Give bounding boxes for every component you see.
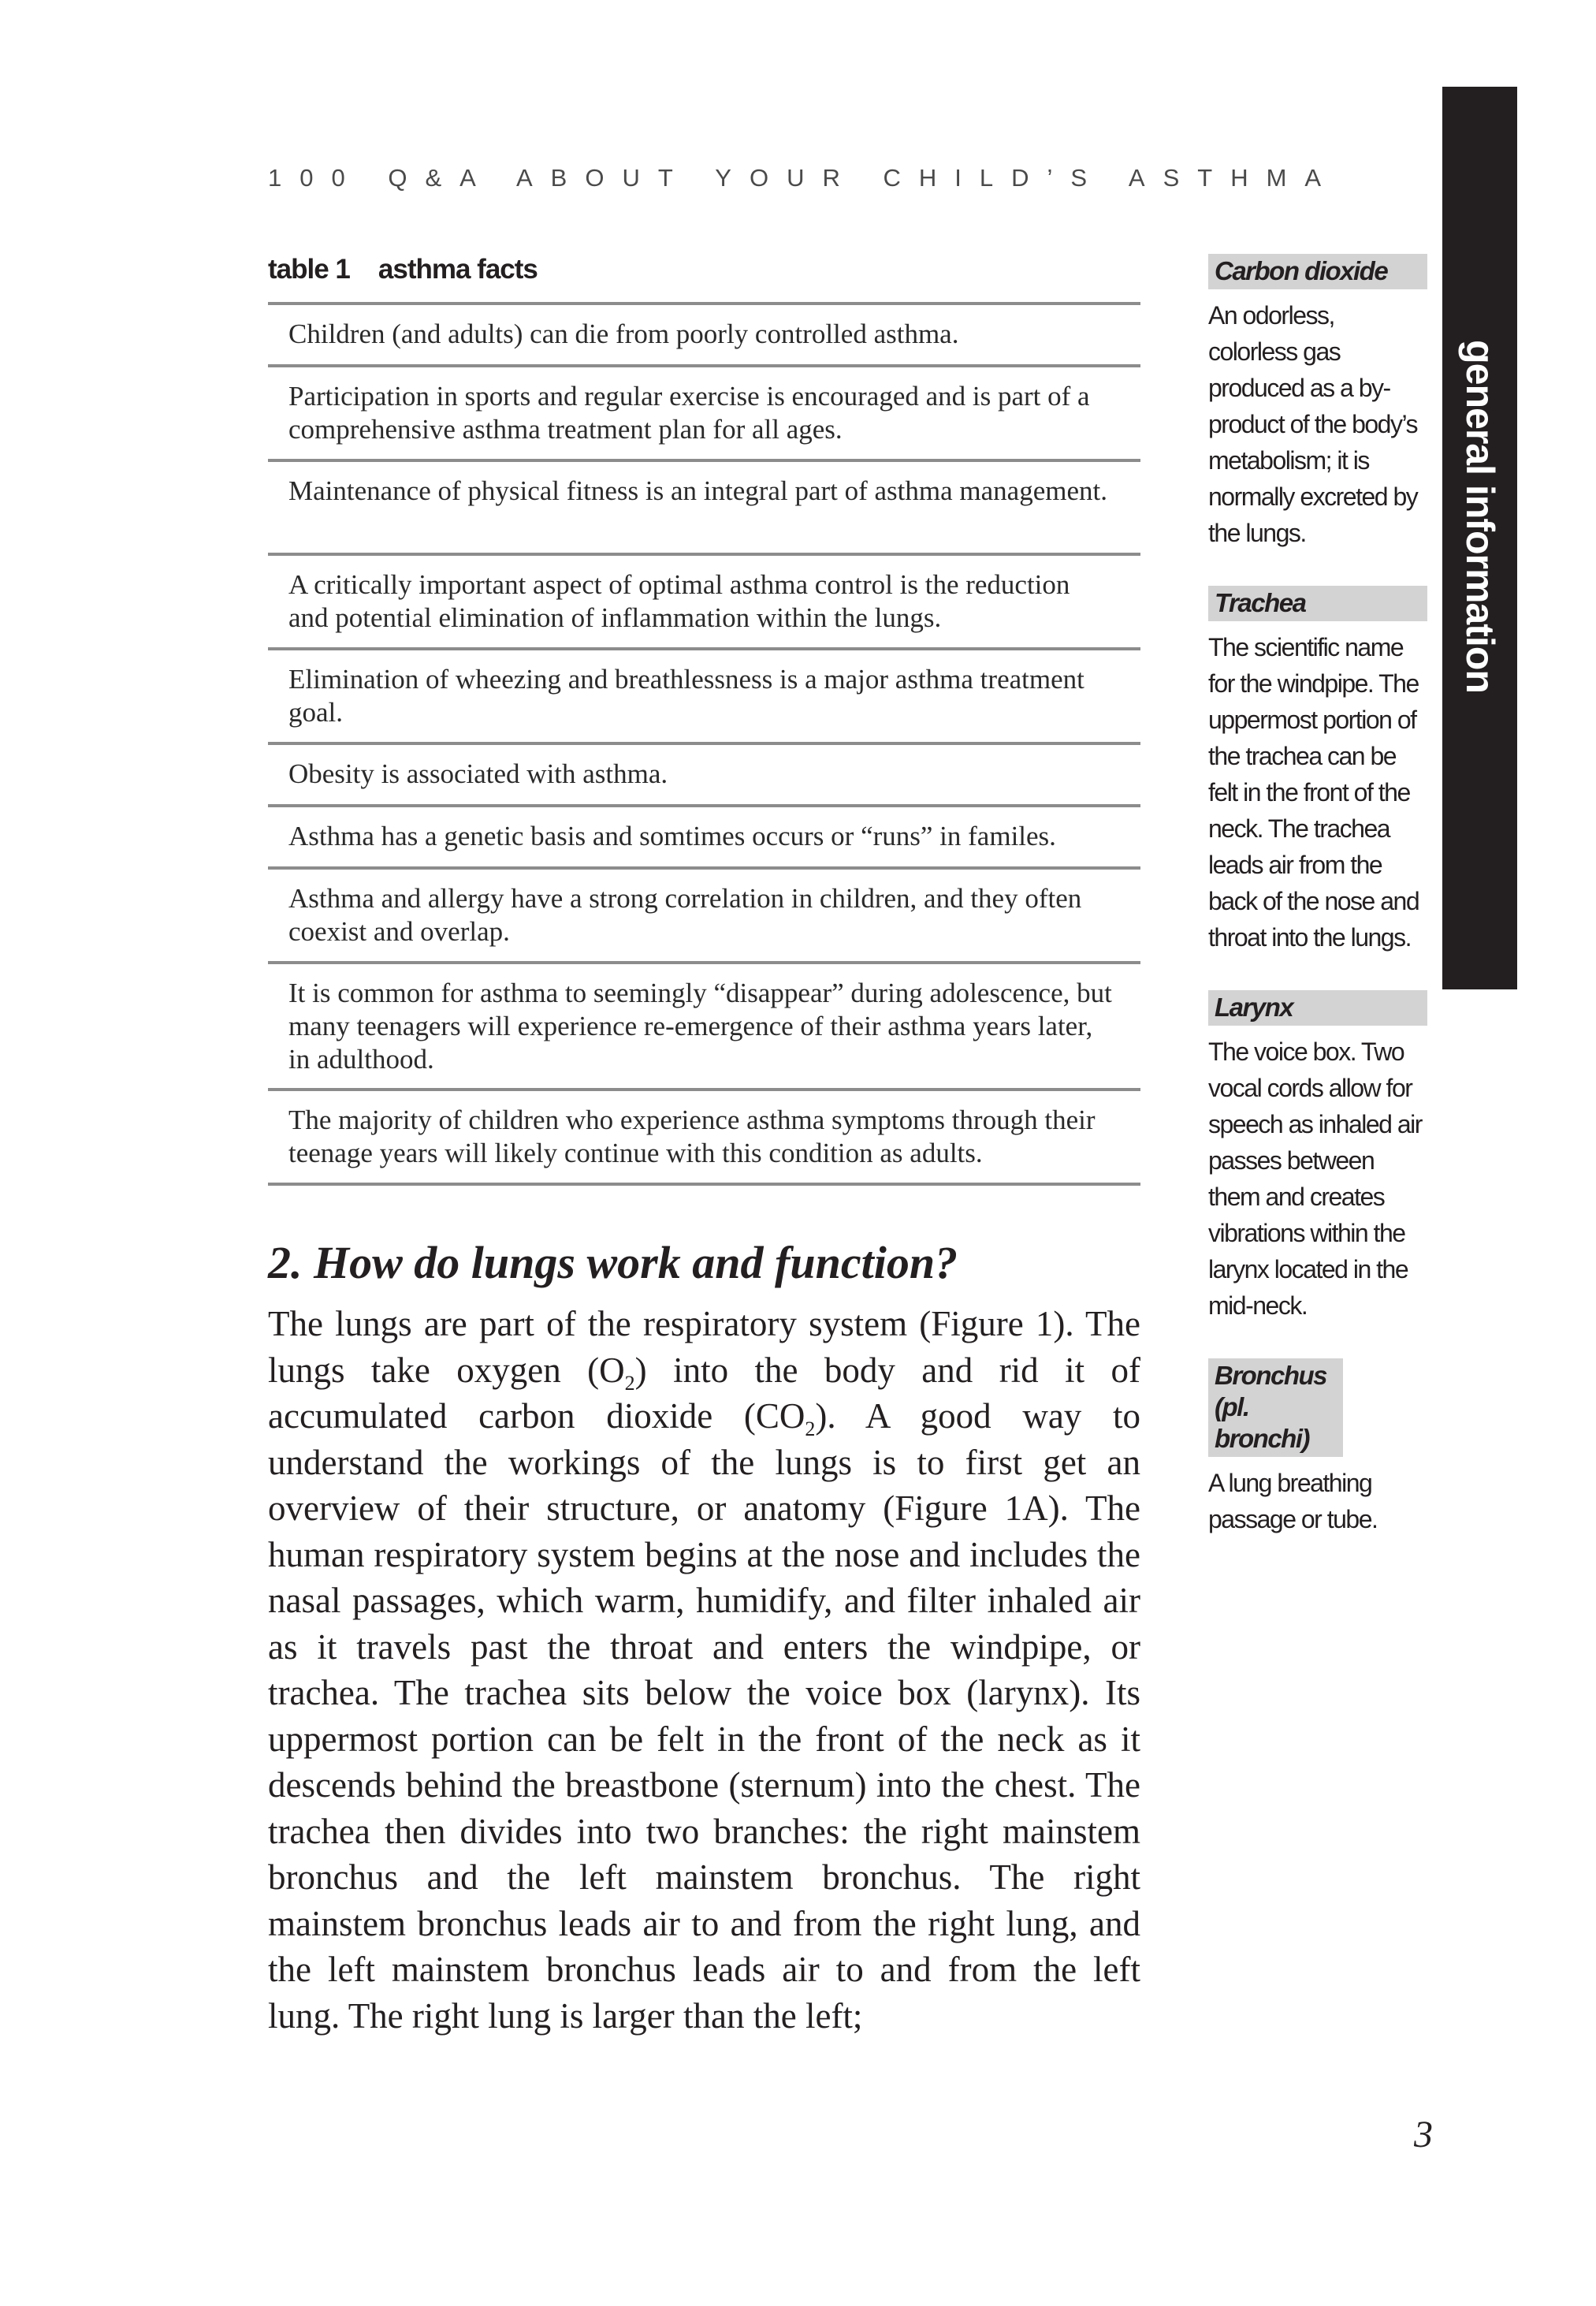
running-head: 100 Q&A ABOUT YOUR CHILD’S ASTHMA	[268, 164, 1340, 192]
chapter-tab-label: general information	[1458, 340, 1502, 693]
table-row: Asthma and allergy have a strong correlation in children, and they often coexist and overlap.	[268, 870, 1140, 964]
table-row: Elimination of wheezing and breathlessness is a major asthma treatment goal.	[268, 650, 1140, 745]
table-row: Maintenance of physical fitness is an integral part of asthma management.	[268, 462, 1140, 556]
table-label: table 1	[268, 254, 350, 285]
glossary-term: Carbon dioxide	[1208, 254, 1427, 289]
table-row: Children (and adults) can die from poorly controlled asthma.	[268, 305, 1140, 367]
subscript: 2	[624, 1371, 635, 1395]
glossary-term: Larynx	[1208, 990, 1427, 1026]
table-row: The majority of children who experience asthma symptoms through their teenage years will likely continue with this condition as adults.	[268, 1091, 1140, 1186]
table-row: A critically important aspect of optimal asthma control is the reduction and potential elimination of inflammation within the lungs.	[268, 556, 1140, 650]
table-row: It is common for asthma to seemingly “disappear” during adolescence, but many teenagers will experience re-emergence of their asthma years later, in adulthood.	[268, 964, 1140, 1091]
glossary-term: Bronchus (pl. bronchi)	[1208, 1358, 1343, 1457]
page-number: 3	[1414, 2114, 1433, 2155]
glossary-definition: The voice box. Two vocal cords allow for speech as inhaled air passes between them and creates vibrations within the larynx located in the mid-neck.	[1208, 1038, 1422, 1320]
glossary-term: Trachea	[1208, 586, 1427, 621]
glossary-definition: The scientific name for the windpipe. The uppermost portion of the trachea can be felt in the front of the neck. The trachea leads air from the back of the nose and throat into the lungs.	[1208, 633, 1419, 952]
body-text-part: ). A good way to understand the workings of the lungs is to first get an overview of their structure, or anatomy (Figure 1A). The human respiratory system begins at the nose and includes the nasal passages, which warm, humidify, and filter inhaled air as it travels past the throat and enters the windpipe, or trachea. The trachea sits below the voice box (larynx). Its uppermost portion can be felt in the front of the neck as it descends behind the breastbone (sternum) into the chest. The trachea then divides into two branches: the right mainstem bronchus and the left mainstem bronchus. The right mainstem bronchus leads air to and from the right lung, and the left mainstem bronchus leads air to and from the left lung. The right lung is larger than the left;	[268, 1396, 1141, 2036]
body-text-part: ) into the body and rid it of accumulated carbon dioxide (CO	[268, 1350, 1140, 1436]
asthma-facts-table	[268, 302, 1140, 1186]
table-title	[268, 254, 538, 285]
body-paragraph	[268, 1301, 1140, 2039]
glossary-sidebar	[1208, 254, 1427, 1572]
section-heading: 2. How do lungs work and function?	[268, 1237, 958, 1288]
table-caption: asthma facts	[378, 254, 538, 285]
body-text-part: The lungs are part of the respiratory system (Figure 1). The lungs take oxygen (O	[268, 1304, 1140, 1390]
subscript: 2	[805, 1418, 816, 1440]
table-row: Obesity is associated with asthma.	[268, 745, 1140, 807]
glossary-definition: An odorless, colorless gas produced as a by-product of the body’s metabolism; it is normally excreted by the lungs.	[1208, 301, 1418, 547]
table-row: Asthma has a genetic basis and somtimes occurs or “runs” in familes.	[268, 807, 1140, 870]
glossary-definition: A lung breathing passage or tube.	[1208, 1469, 1378, 1533]
table-row: Participation in sports and regular exercise is encouraged and is part of a comprehensive asthma treatment plan for all ages.	[268, 367, 1140, 462]
